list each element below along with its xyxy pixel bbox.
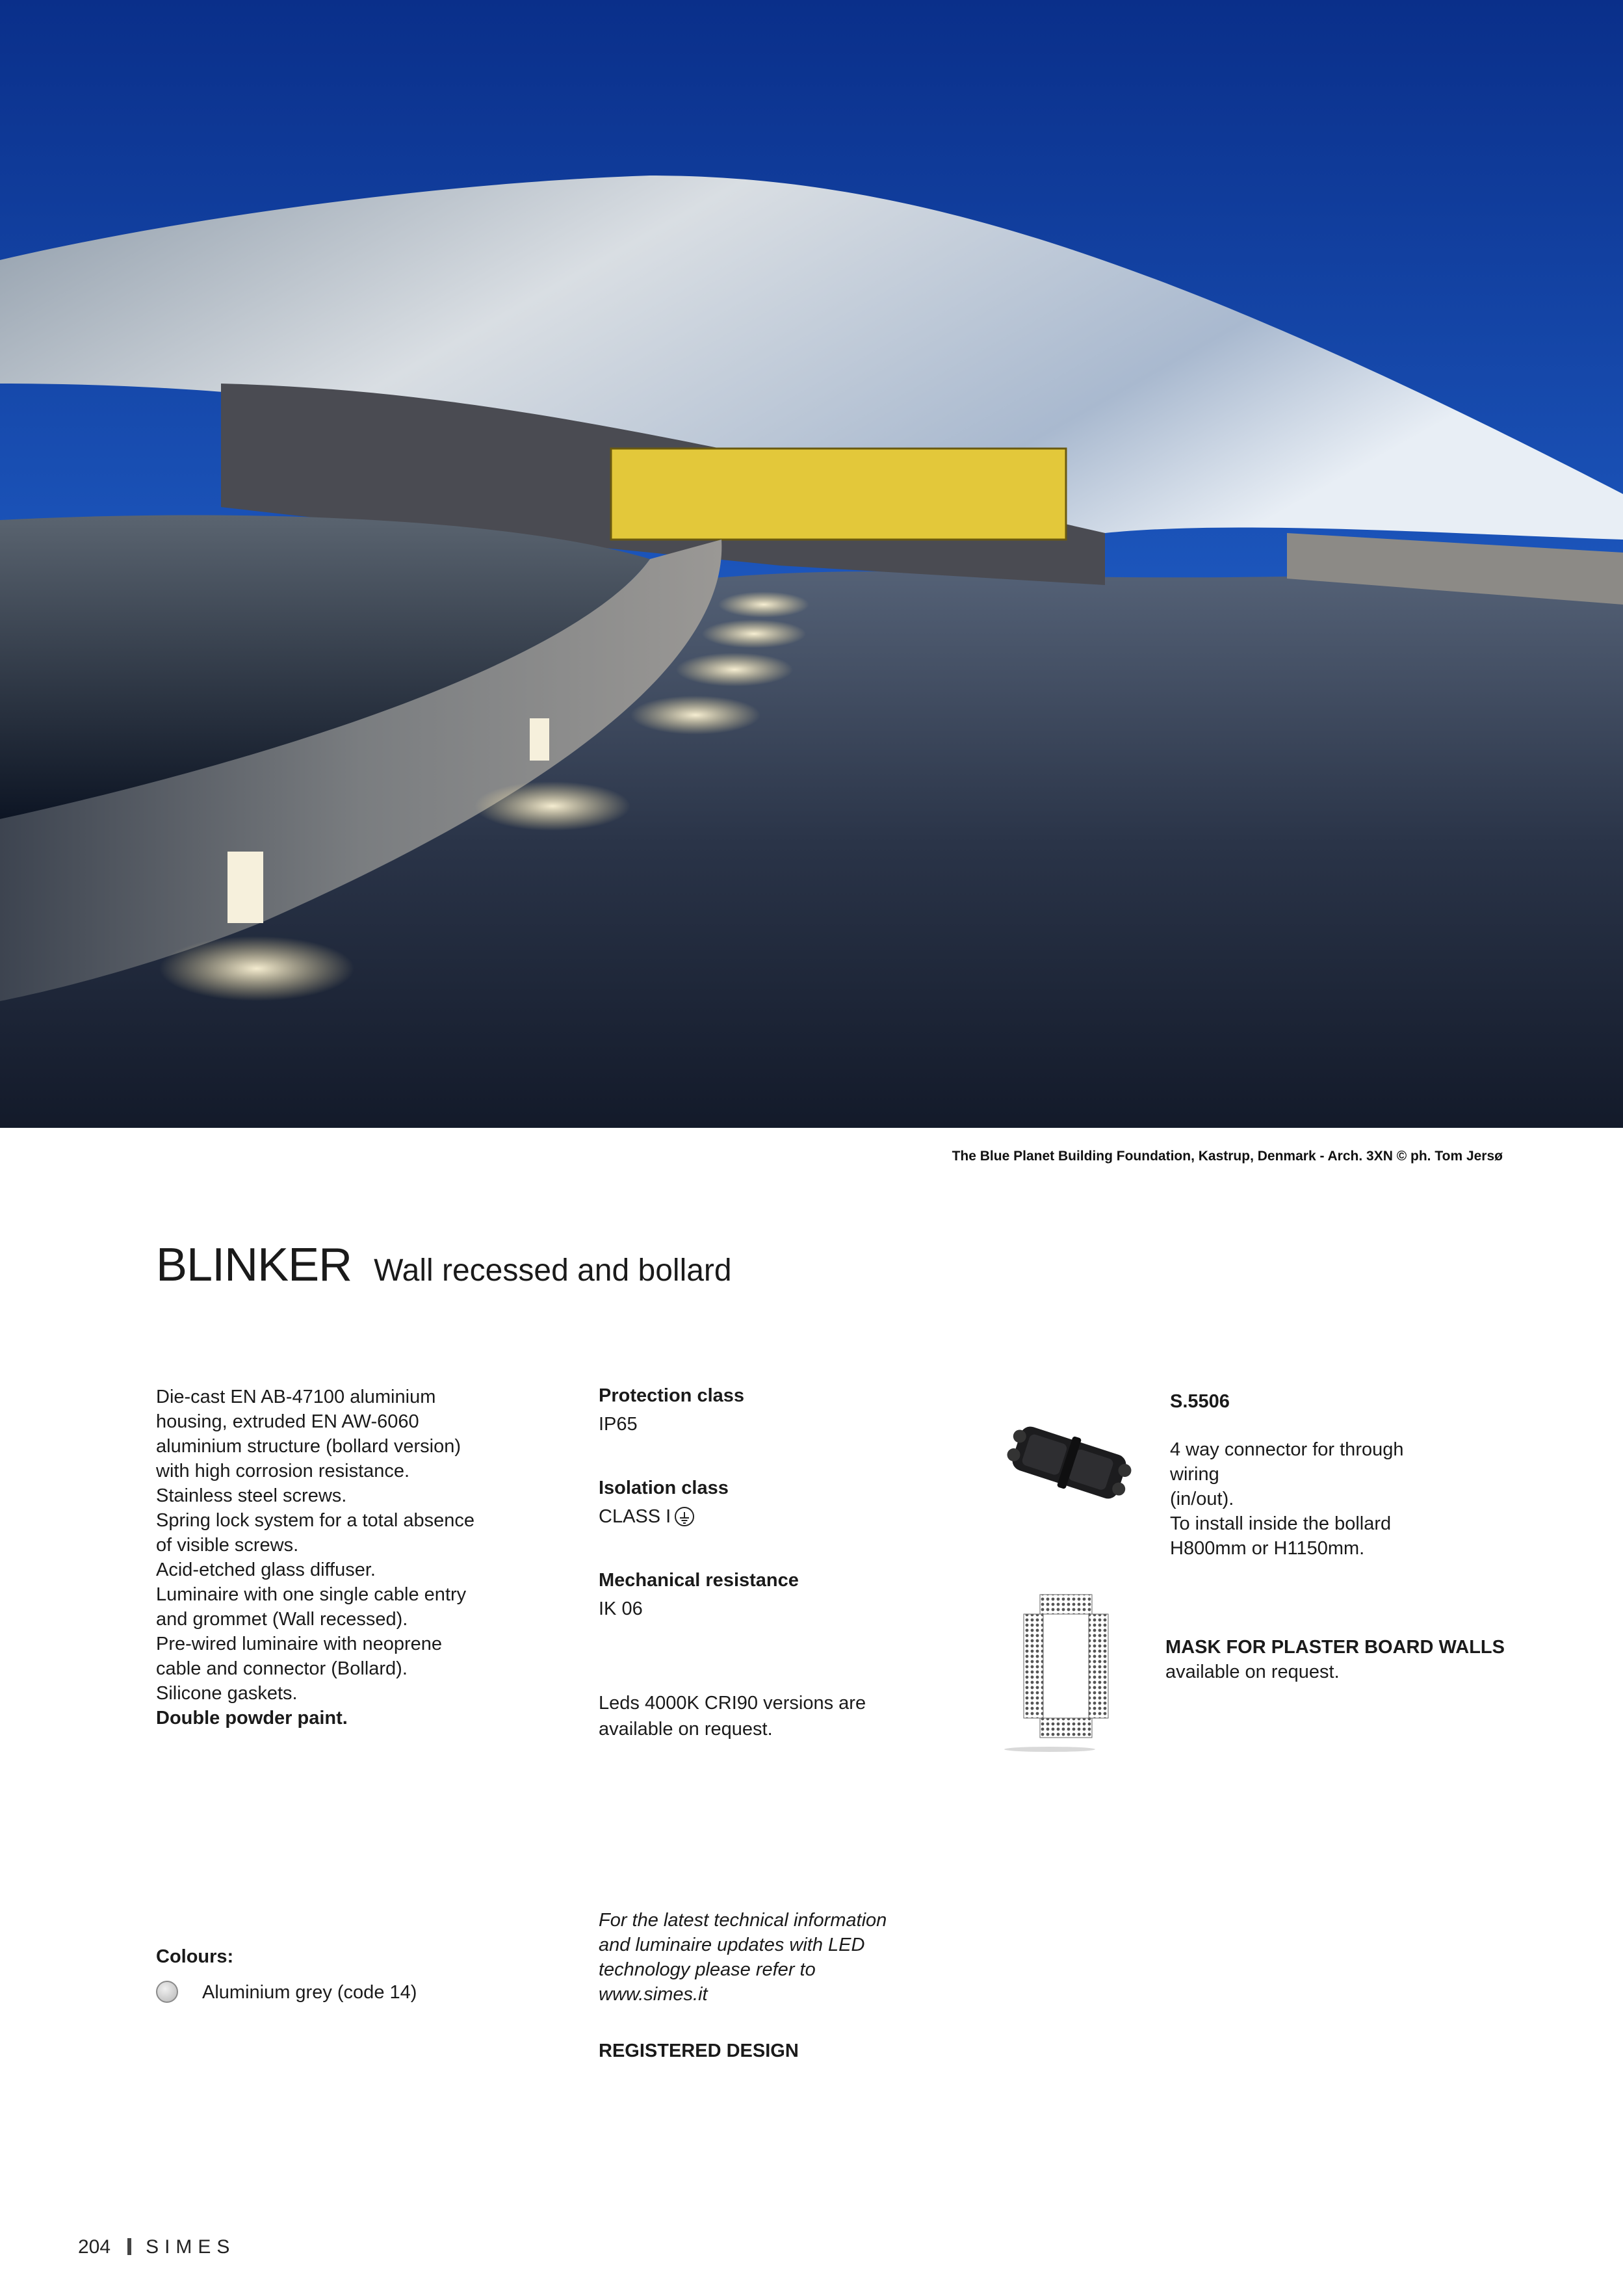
page-number: 204	[78, 2236, 111, 2258]
hero-photo	[0, 0, 1623, 1128]
description-line: Pre-wired luminaire with neoprene	[156, 1634, 443, 1654]
description-line: Silicone gaskets.	[156, 1683, 298, 1704]
description-line: and grommet (Wall recessed).	[156, 1609, 408, 1630]
mechanical-resistance-label: Mechanical resistance	[599, 1570, 799, 1591]
description-line: with high corrosion resistance.	[156, 1461, 410, 1481]
description-bold-line: Double powder paint.	[156, 1708, 348, 1729]
description-line: Spring lock system for a total absence	[156, 1510, 475, 1531]
protection-class-label: Protection class	[599, 1385, 745, 1406]
footer-divider	[127, 2238, 131, 2255]
protection-class-value: IP65	[599, 1414, 638, 1435]
accessory-description	[1170, 1437, 1456, 1561]
info-website: www.simes.it	[599, 1984, 708, 2005]
isolation-class-value: CLASS I	[599, 1506, 671, 1527]
isolation-class-row	[599, 1504, 937, 1529]
plaster-mask-image	[988, 1591, 1118, 1754]
isolation-class-label: Isolation class	[599, 1478, 729, 1498]
mask-availability: available on request.	[1165, 1662, 1340, 1682]
registered-design: REGISTERED DESIGN	[599, 2041, 799, 2061]
accessory-line: 4 way connector for through	[1170, 1439, 1404, 1460]
colour-name: Aluminium grey (code 14)	[202, 1982, 417, 2003]
colour-swatch-aluminium-grey	[156, 1981, 178, 2003]
description-line: Stainless steel screws.	[156, 1485, 347, 1506]
accessory-line: To install inside the bollard	[1170, 1513, 1392, 1534]
latest-info-note	[599, 1908, 963, 2007]
building-photo-illustration	[0, 0, 1623, 1128]
mechanical-resistance-value: IK 06	[599, 1598, 643, 1619]
product-name: BLINKER	[156, 1239, 352, 1291]
spec-column	[599, 1383, 937, 1660]
connector-icon	[1001, 1414, 1137, 1511]
ground-icon	[675, 1507, 694, 1526]
led-note-line: Leds 4000K CRI90 versions are	[599, 1693, 866, 1714]
product-title	[156, 1238, 732, 1292]
info-line: technology please refer to	[599, 1959, 816, 1980]
description-line: aluminium structure (bollard version)	[156, 1436, 461, 1457]
description-line: cable and connector (Bollard).	[156, 1658, 408, 1679]
info-line: and luminaire updates with LED	[599, 1935, 865, 1955]
description-line: of visible screws.	[156, 1535, 299, 1556]
description-line: housing, extruded EN AW-6060	[156, 1411, 419, 1432]
description-line: Luminaire with one single cable entry	[156, 1584, 467, 1605]
product-subtitle: Wall recessed and bollard	[374, 1253, 732, 1288]
plaster-mask-icon	[988, 1591, 1118, 1754]
accessory-line: H800mm or H1150mm.	[1170, 1538, 1365, 1559]
mask-title: MASK FOR PLASTER BOARD WALLS	[1165, 1637, 1505, 1658]
description-line: Acid-etched glass diffuser.	[156, 1559, 376, 1580]
accessory-line: (in/out).	[1170, 1489, 1234, 1509]
accessory-line: wiring	[1170, 1464, 1219, 1485]
product-description	[156, 1385, 533, 1730]
description-line: Die-cast EN AB-47100 aluminium	[156, 1387, 436, 1407]
led-note	[599, 1690, 937, 1742]
photo-caption: The Blue Planet Building Foundation, Kastrup, Denmark - Arch. 3XN © ph. Tom Jersø	[952, 1149, 1503, 1164]
accessory-code: S.5506	[1170, 1391, 1230, 1412]
connector-image	[1001, 1414, 1137, 1511]
brand-name: SIMES	[146, 2236, 236, 2258]
page-footer	[78, 2236, 235, 2258]
led-note-line: available on request.	[599, 1719, 773, 1740]
info-line: For the latest technical information	[599, 1910, 887, 1931]
colours-label: Colours:	[156, 1946, 234, 1967]
